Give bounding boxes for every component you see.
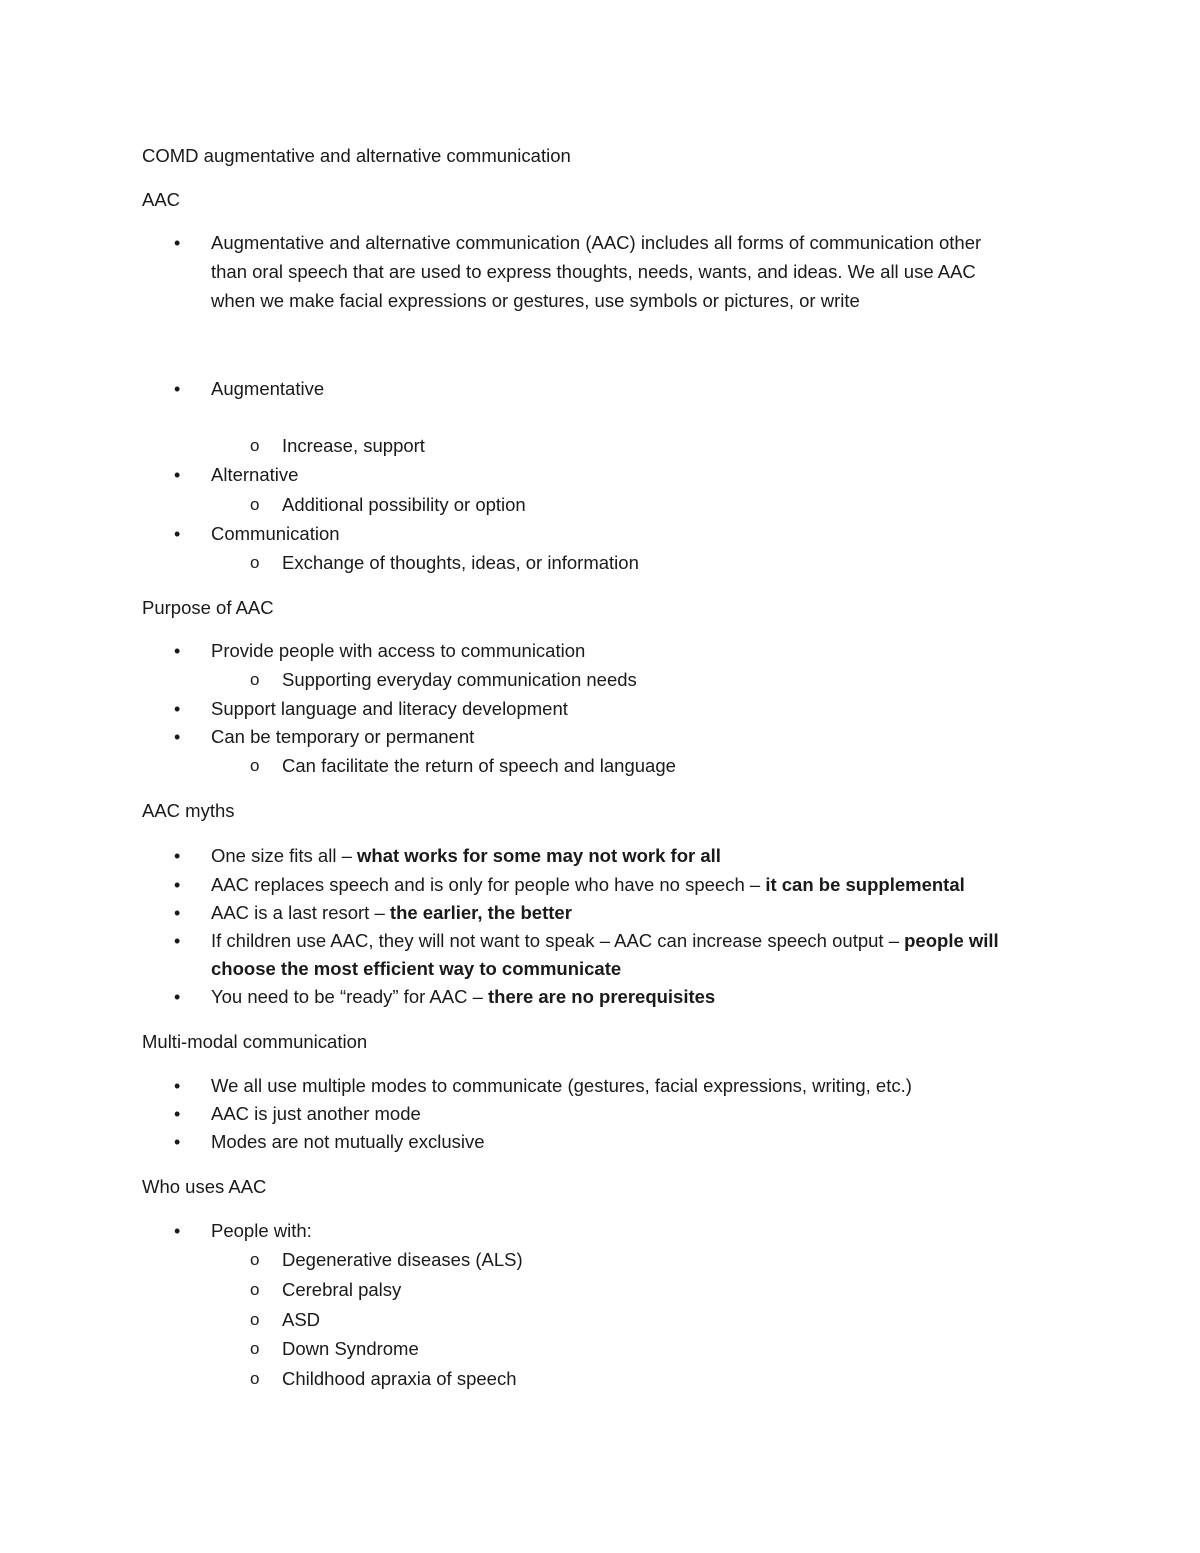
list-item: Support language and literacy development bbox=[211, 698, 568, 719]
list-item: Childhood apraxia of speech bbox=[282, 1368, 517, 1389]
list-item: Degenerative diseases (ALS) bbox=[282, 1249, 523, 1270]
list-item: Supporting everyday communication needs bbox=[282, 669, 637, 690]
myth-rebuttal: it can be supplemental bbox=[765, 874, 965, 895]
list-item: Provide people with access to communication bbox=[211, 640, 586, 661]
bullet-icon: • bbox=[174, 727, 181, 747]
aac-definition-line: Augmentative and alternative communication (AAC) includes all forms of communication other bbox=[211, 232, 982, 253]
list-item: AAC is just another mode bbox=[211, 1103, 421, 1124]
bullet-icon: • bbox=[174, 641, 181, 661]
list-item: Can be temporary or permanent bbox=[211, 726, 475, 747]
list-item: Cerebral palsy bbox=[282, 1279, 402, 1300]
section-heading-aac: AAC bbox=[142, 189, 181, 210]
bullet-icon: • bbox=[174, 1076, 181, 1096]
sub-bullet-icon: o bbox=[250, 1369, 260, 1388]
document-title: COMD augmentative and alternative communication bbox=[142, 145, 571, 166]
bullet-icon: • bbox=[174, 524, 181, 544]
term-meaning: Exchange of thoughts, ideas, or information bbox=[282, 552, 639, 573]
list-item: Down Syndrome bbox=[282, 1338, 419, 1359]
myth-text: AAC is a last resort – bbox=[211, 902, 390, 923]
sub-bullet-icon: o bbox=[250, 1310, 260, 1329]
myth-rebuttal: there are no prerequisites bbox=[488, 986, 716, 1007]
myth-rebuttal: choose the most efficient way to communicate bbox=[211, 958, 622, 979]
myth-item-continuation bbox=[211, 957, 621, 981]
myth-rebuttal: what works for some may not work for all bbox=[357, 845, 721, 866]
bullet-icon: • bbox=[174, 233, 181, 253]
bullet-icon: • bbox=[174, 1221, 181, 1241]
myth-text: If children use AAC, they will not want to speak – AAC can increase speech output – bbox=[211, 930, 905, 951]
sub-bullet-icon: o bbox=[250, 670, 260, 689]
bullet-icon: • bbox=[174, 931, 181, 951]
section-heading-myths: AAC myths bbox=[142, 800, 235, 821]
sub-bullet-icon: o bbox=[250, 1280, 260, 1299]
myth-item bbox=[211, 985, 715, 1009]
bullet-icon: • bbox=[174, 1104, 181, 1124]
bullet-icon: • bbox=[174, 846, 181, 866]
sub-bullet-icon: o bbox=[250, 756, 260, 775]
myth-item bbox=[211, 844, 721, 868]
bullet-icon: • bbox=[174, 875, 181, 895]
bullet-icon: • bbox=[174, 903, 181, 923]
sub-bullet-icon: o bbox=[250, 1250, 260, 1269]
section-heading-who: Who uses AAC bbox=[142, 1176, 267, 1197]
term-meaning: Increase, support bbox=[282, 435, 425, 456]
sub-bullet-icon: o bbox=[250, 1339, 260, 1358]
term-meaning: Additional possibility or option bbox=[282, 494, 526, 515]
sub-bullet-icon: o bbox=[250, 436, 260, 455]
myth-text: One size fits all – bbox=[211, 845, 358, 866]
aac-definition-line: than oral speech that are used to express thoughts, needs, wants, and ideas. We all use AAC bbox=[211, 261, 976, 282]
list-item: People with: bbox=[211, 1220, 312, 1241]
bullet-icon: • bbox=[174, 465, 181, 485]
bullet-icon: • bbox=[174, 1132, 181, 1152]
list-item: ASD bbox=[282, 1309, 321, 1330]
list-item: Can facilitate the return of speech and language bbox=[282, 755, 676, 776]
myth-text: You need to be “ready” for AAC – bbox=[211, 986, 488, 1007]
section-heading-multimodal: Multi-modal communication bbox=[142, 1031, 368, 1052]
bullet-icon: • bbox=[174, 379, 181, 399]
list-item: Modes are not mutually exclusive bbox=[211, 1131, 485, 1152]
term-communication: Communication bbox=[211, 523, 340, 544]
sub-bullet-icon: o bbox=[250, 495, 260, 514]
myth-item bbox=[211, 929, 999, 953]
list-item: We all use multiple modes to communicate (gestures, facial expressions, writing, etc.) bbox=[211, 1075, 912, 1096]
sub-bullet-icon: o bbox=[250, 553, 260, 572]
myth-text: AAC replaces speech and is only for people who have no speech – bbox=[211, 874, 766, 895]
section-heading-purpose: Purpose of AAC bbox=[142, 597, 274, 618]
bullet-icon: • bbox=[174, 699, 181, 719]
myth-rebuttal: people will bbox=[904, 930, 999, 951]
term-alternative: Alternative bbox=[211, 464, 299, 485]
aac-definition-line: when we make facial expressions or gestures, use symbols or pictures, or write bbox=[211, 290, 860, 311]
myth-rebuttal: the earlier, the better bbox=[389, 902, 572, 923]
myth-item bbox=[211, 873, 965, 897]
term-augmentative: Augmentative bbox=[211, 378, 325, 399]
bullet-icon: • bbox=[174, 987, 181, 1007]
myth-item bbox=[211, 901, 572, 925]
